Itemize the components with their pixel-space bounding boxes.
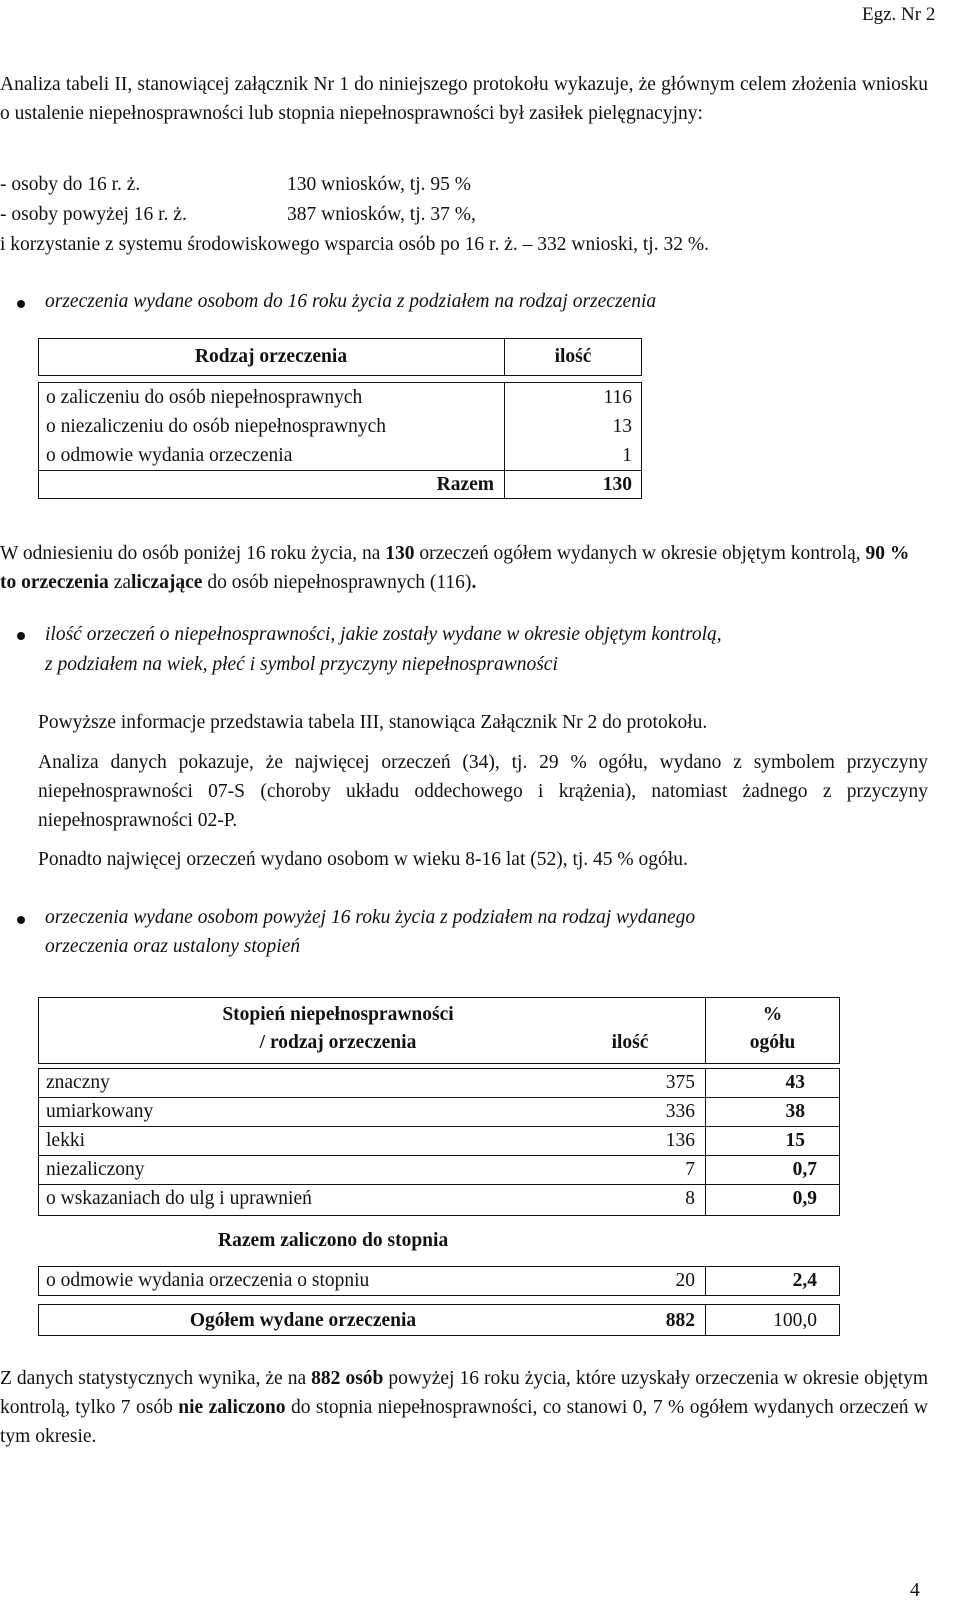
table1-row-label: o odmowie wydania orzeczenia — [46, 445, 293, 466]
table2-header-degree-line1: Stopień niepełnosprawności — [222, 1004, 454, 1025]
section3-summary: Z danych statystycznych wynika, że na 882 osób powyżej 16 roku życia, które uzyskały orzeczenia w okresie objętym kontrolą, tylko 7 osób nie zaliczono do stopnia niepełnosprawności, co stanowi 0, 7 % ogółem wydanych orzeczeń w tym okresie. — [0, 1368, 928, 1447]
section2-para1: Powyższe informacje przedstawia tabela III, stanowiąca Załącznik Nr 2 do protokołu. — [38, 712, 708, 733]
table2-row-qty: 136 — [665, 1130, 695, 1151]
table2-row-pct: 43 — [785, 1072, 805, 1093]
table1-row-label: o zaliczeniu do osób niepełnosprawnych — [46, 387, 363, 408]
table1-total-qty: 130 — [602, 474, 632, 495]
section1-heading: orzeczenia wydane osobom do 16 roku życia z podziałem na rodzaj orzeczenia — [45, 291, 657, 312]
table1-row-qty: 1 — [622, 445, 632, 466]
section2-heading-line1: ilość orzeczeń o niepełnosprawności, jakie zostały wydane w okresie objętym kontrolą, — [45, 624, 722, 645]
intro-item2-label: - osoby powyżej 16 r. ż. — [0, 204, 187, 225]
table2-row-pct: 0,7 — [792, 1159, 817, 1180]
section1-summary: W odniesieniu do osób poniżej 16 roku życia, na 130 orzeczeń ogółem wydanych w okresie objętym kontrolą, 90 % to orzeczenia zaliczające do osób niepełnosprawnych (116). — [0, 543, 910, 593]
bullet-icon — [17, 300, 25, 308]
table1-header-qty: ilość — [554, 346, 592, 367]
table2-row-label: znaczny — [46, 1072, 110, 1093]
table1-total-label: Razem — [436, 474, 494, 495]
table2-row-label: o wskazaniach do ulg i uprawnień — [46, 1188, 312, 1209]
section2-para2: Analiza danych pokazuje, że najwięcej orzeczeń (34), tj. 29 % ogółu, wydano z symbolem przyczyny niepełnosprawności 07-S (choroby układu oddechowego i krążenia), natomiast żadnego z przyczyny niepełnosprawności 02-P. — [38, 752, 928, 831]
table2-row-pct: 0,9 — [792, 1188, 817, 1209]
section2-heading-line2: z podziałem na wiek, płeć i symbol przyczyny niepełnosprawności — [45, 654, 558, 675]
table2-total-pct: 100,0 — [773, 1310, 817, 1331]
table2-refusal-label: o odmowie wydania orzeczenia o stopniu — [46, 1270, 370, 1291]
table2-row-qty: 336 — [665, 1101, 695, 1122]
table2-row-qty: 7 — [685, 1159, 695, 1180]
table2-subtotal-label: Razem zaliczono do stopnia — [218, 1230, 449, 1251]
table2-row-pct: 15 — [785, 1130, 805, 1151]
table2-total-qty: 882 — [665, 1310, 695, 1331]
table2-row-pct: 38 — [785, 1101, 805, 1122]
table2-refusal-qty: 20 — [675, 1270, 695, 1291]
table2-header-pct-line1: % — [762, 1004, 783, 1025]
table1-row-qty: 13 — [612, 416, 632, 437]
section2-para3: Ponadto najwięcej orzeczeń wydano osobom w wieku 8-16 lat (52), tj. 45 % ogółu. — [38, 849, 688, 870]
table1-row-label: o niezaliczeniu do osób niepełnosprawnych — [46, 416, 387, 437]
section3-heading-line1: orzeczenia wydane osobom powyżej 16 roku życia z podziałem na rodzaj wydanego — [45, 907, 696, 928]
table1-header-type: Rodzaj orzeczenia — [194, 346, 348, 367]
table2-row-qty: 375 — [665, 1072, 695, 1093]
table2-refusal-pct: 2,4 — [792, 1270, 817, 1291]
table2-row-label: niezaliczony — [46, 1159, 145, 1180]
table2-row-qty: 8 — [685, 1188, 695, 1209]
bullet-icon — [17, 632, 25, 640]
table2-row-label: lekki — [46, 1130, 85, 1151]
intro-paragraph: Analiza tabeli II, stanowiącej załącznik Nr 1 do niniejszego protokołu wykazuje, że głównym celem złożenia wniosku o ustalenie niepełnosprawności lub stopnia niepełnosprawności był zasiłek pielęgnacyjny: — [0, 74, 928, 124]
intro-item1-value: 130 wniosków, tj. 95 % — [287, 174, 471, 195]
table2-total-label: Ogółem wydane orzeczenia — [189, 1310, 417, 1331]
table2-row-label: umiarkowany — [46, 1101, 154, 1122]
bullet-icon — [17, 916, 25, 924]
table2-header-pct-line2: ogółu — [749, 1032, 796, 1053]
table2-header-qty: ilość — [611, 1032, 649, 1053]
copy-number: Egz. Nr 2 — [862, 4, 936, 25]
intro-item2-value: 387 wniosków, tj. 37 %, — [287, 204, 476, 225]
intro-item3: i korzystanie z systemu środowiskowego wsparcia osób po 16 r. ż. – 332 wnioski, tj. 32 %. — [0, 234, 709, 255]
intro-item1-label: - osoby do 16 r. ż. — [0, 174, 141, 195]
table1-row-qty: 116 — [603, 387, 632, 408]
section3-heading-line2: orzeczenia oraz ustalony stopień — [45, 936, 301, 957]
table2-header-degree-line2: / rodzaj orzeczenia — [259, 1032, 417, 1053]
page-number: 4 — [910, 1580, 920, 1601]
